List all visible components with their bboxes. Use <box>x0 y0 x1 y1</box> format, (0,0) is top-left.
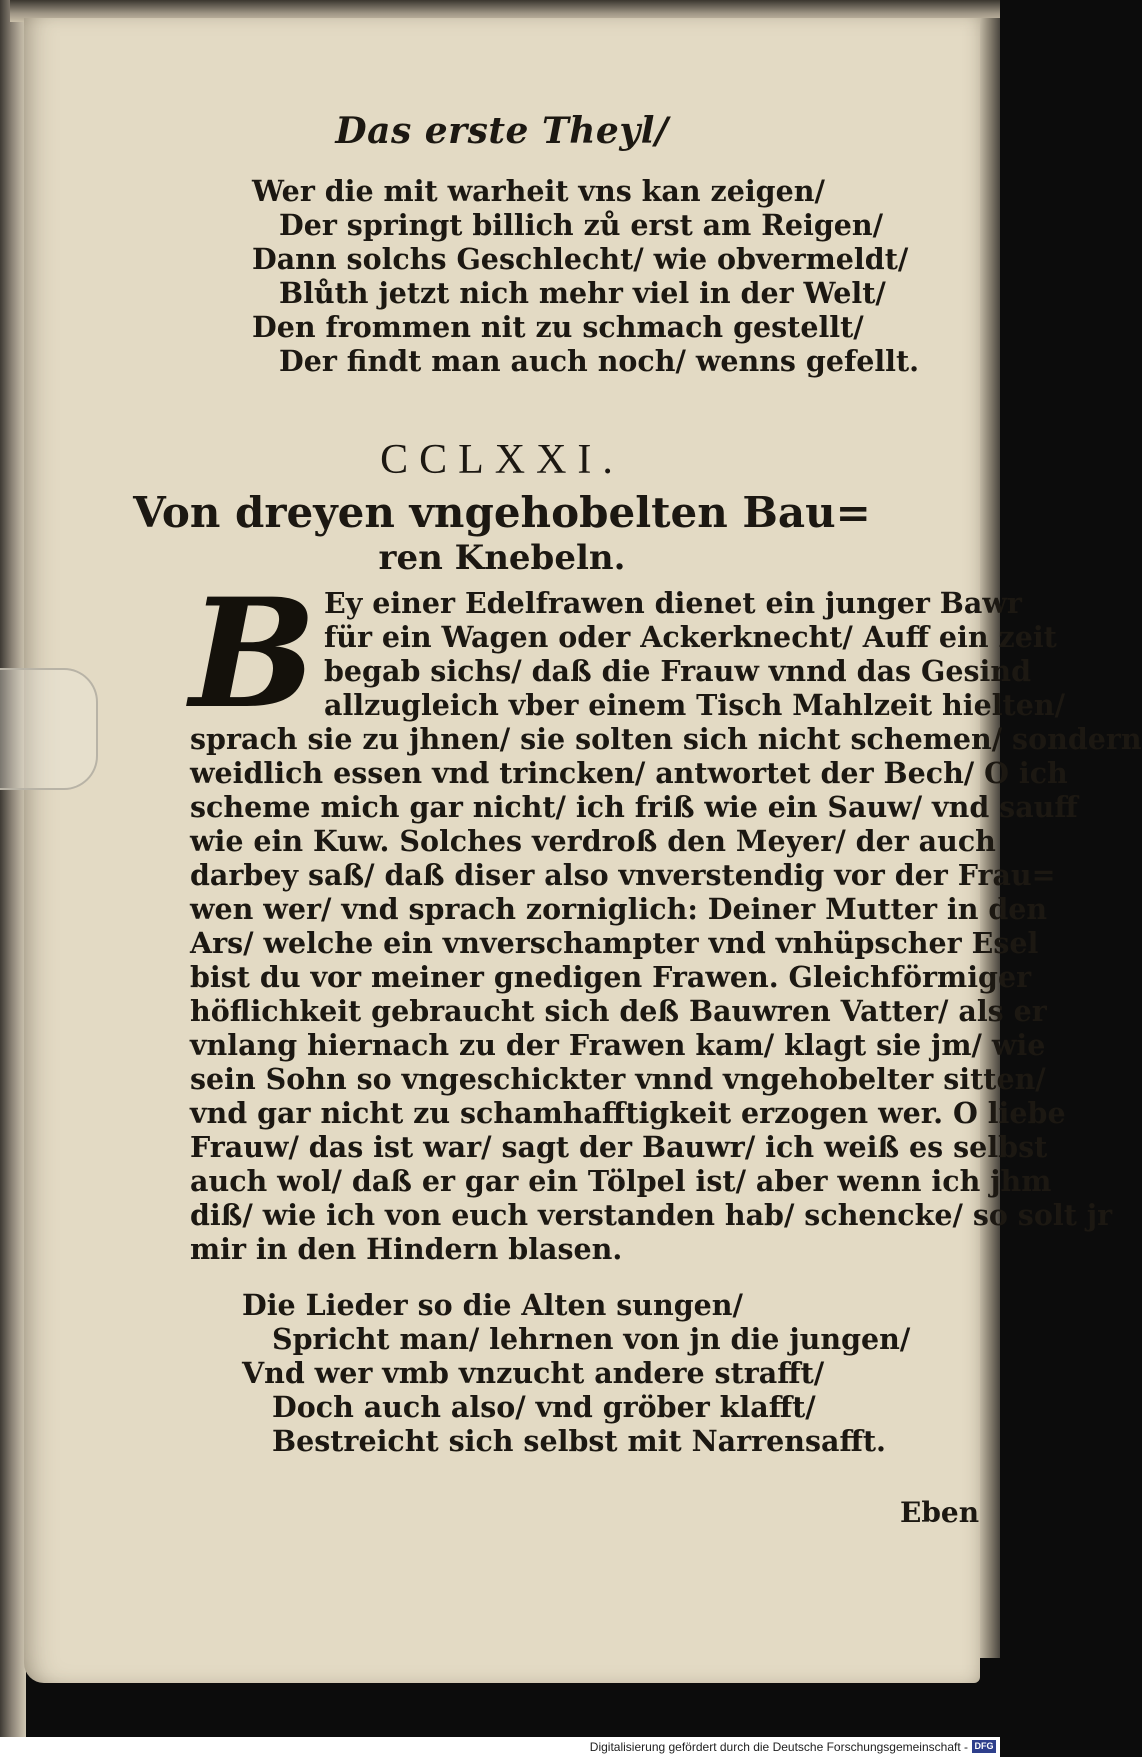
funding-credit-text: Digitalisierung gefördert durch die Deutsche Forschungsgemeinschaft - <box>589 1740 968 1754</box>
paragraph-line: wie ein Kuw. Solches verdroß den Meyer/ der auch <box>190 824 996 858</box>
paragraph-line: für ein Wagen oder Ackerknecht/ Auff ein zeit <box>324 620 1057 654</box>
verse-line: Der springt billich zů erst am Reigen/ <box>279 208 884 242</box>
paragraph-line: Ars/ welche ein vnverschampter vnd vnhüpscher Esel <box>190 926 1039 960</box>
page-clip <box>0 668 98 790</box>
catchword: Eben <box>900 1496 980 1529</box>
paragraph-line: Frauw/ das ist war/ sagt der Bauwr/ ich weiß es selbst <box>190 1130 1048 1164</box>
chapter-numeral: CCLXXI. <box>380 437 624 483</box>
chapter-title-line-2: ren Knebeln. <box>378 538 626 578</box>
paragraph-line: diß/ wie ich von euch verstanden hab/ schencke/ so solt jr <box>190 1198 1113 1232</box>
book-page <box>24 18 1142 1683</box>
verse-line: Blůth jetzt nich mehr viel in der Welt/ <box>279 276 886 310</box>
verse-line: Den frommen nit zu schmach gestellt/ <box>252 310 864 344</box>
paragraph-line: sein Sohn so vngeschickter vnnd vngehobelter sitten/ <box>190 1062 1046 1096</box>
verse-line: Dann solchs Geschlecht/ wie obvermeldt/ <box>252 242 909 276</box>
paragraph-line: begab sichs/ daß die Frauw vnnd das Gesind <box>324 654 1032 688</box>
paragraph-line: allzugleich vber einem Tisch Mahlzeit hielten/ <box>324 688 1065 722</box>
verse-line: Der findt man auch noch/ wenns gefellt. <box>279 344 920 378</box>
paragraph-line: sprach sie zu jhnen/ sie solten sich nicht schemen/ sondern <box>190 722 1142 756</box>
paragraph-line: darbey saß/ daß diser also vnverstendig vor der Frau= <box>190 858 1056 892</box>
verse-line: Vnd wer vmb vnzucht andere strafft/ <box>242 1356 825 1390</box>
paragraph-line: vnlang hiernach zu der Frawen kam/ klagt sie jm/ wie <box>190 1028 1046 1062</box>
paragraph-line: bist du vor meiner gnedigen Frawen. Gleichförmiger <box>190 960 1032 994</box>
paragraph-line: scheme mich gar nicht/ ich friß wie ein Sauw/ vnd sauff <box>190 790 1078 824</box>
verse-line: Bestreicht sich selbst mit Narrensafft. <box>272 1424 886 1458</box>
running-head: Das erste Theyl/ <box>335 110 669 152</box>
paragraph-line: wen wer/ vnd sprach zorniglich: Deiner Mutter in den <box>190 892 1048 926</box>
verse-line: Doch auch also/ vnd gröber klafft/ <box>272 1390 816 1424</box>
paragraph-line: weidlich essen vnd trincken/ antwortet der Bech/ O ich <box>190 756 1068 790</box>
dfg-logo: DFG <box>972 1740 996 1753</box>
book-spine <box>0 0 26 1757</box>
verse-line: Wer die mit warheit vns kan zeigen/ <box>252 174 825 208</box>
paragraph-line: auch wol/ daß er gar ein Tölpel ist/ aber wenn ich jhm <box>190 1164 1052 1198</box>
digitization-credit-bar <box>0 1737 1000 1757</box>
paragraph-line: höflichkeit gebraucht sich deß Bauwren Vatter/ als er <box>190 994 1047 1028</box>
paragraph-line: mir in den Hindern blasen. <box>190 1232 623 1266</box>
paragraph-line: Ey einer Edelfrawen dienet ein junger Bawr <box>324 586 1022 620</box>
chapter-title-line-1: Von dreyen vngehobelten Bau= <box>133 488 871 537</box>
verse-line: Spricht man/ lehrnen von jn die jungen/ <box>272 1322 911 1356</box>
verse-line: Die Lieder so die Alten sungen/ <box>242 1288 743 1322</box>
paragraph-line: vnd gar nicht zu schamhafftigkeit erzogen wer. O liebe <box>190 1096 1066 1130</box>
drop-capital: B <box>189 566 317 742</box>
